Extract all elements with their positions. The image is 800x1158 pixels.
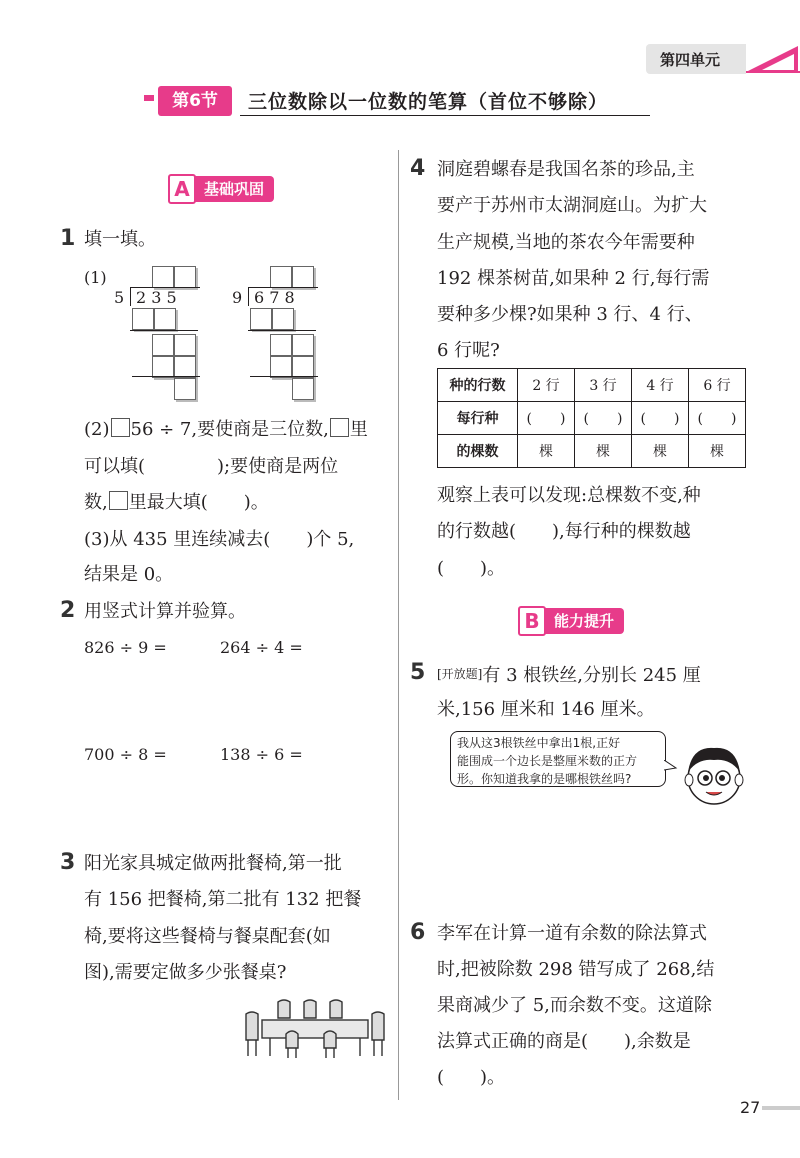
page-number-bar <box>762 1106 800 1110</box>
answer-box[interactable] <box>132 308 154 330</box>
q3-line4: 图),需要定做多少张餐桌? <box>84 962 287 983</box>
answer-box[interactable] <box>152 266 174 288</box>
section-a-badge <box>168 174 288 202</box>
q6-line1: 李军在计算一道有余数的除法算式 <box>437 923 707 944</box>
answer-box[interactable] <box>152 334 174 356</box>
section-b-badge <box>518 606 638 634</box>
answer-box[interactable] <box>292 266 314 288</box>
q1-part2-line2: 可以填( );要使商是两位 <box>84 456 339 477</box>
q3-line1: 阳光家具城定做两批餐椅,第一批 <box>84 853 342 874</box>
q4-observe-line1: 观察上表可以发现:总棵数不变,种 <box>437 485 701 506</box>
speech-line: 能围成一个边长是整厘米数的正方 <box>457 754 638 768</box>
blank-square[interactable] <box>109 491 128 510</box>
speech-bubble <box>450 731 666 787</box>
answer-box[interactable] <box>272 308 294 330</box>
q1-part1-label: (1) <box>84 268 107 287</box>
speech-tail <box>664 760 678 774</box>
q4-line6: 6 行呢? <box>437 340 500 361</box>
q1-part2-text: 里最大填( )。 <box>128 492 269 513</box>
col-header: 6 行 <box>689 369 746 402</box>
q1-part2-line1 <box>84 418 368 442</box>
q6-line2: 时,把被除数 298 错写成了 268,结 <box>437 959 715 980</box>
q6-line5: ( )。 <box>437 1067 506 1088</box>
section-a-letter: A <box>168 174 196 204</box>
table-row <box>438 402 746 435</box>
answer-box[interactable] <box>292 378 314 400</box>
unit-cell: 棵 <box>689 435 746 468</box>
col-header: 2 行 <box>518 369 575 402</box>
unit-cell: 棵 <box>575 435 632 468</box>
answer-box[interactable] <box>174 334 196 356</box>
unit-label: 第四单元 <box>660 51 721 69</box>
column-divider <box>398 150 399 1100</box>
answer-blank[interactable]: ( ) <box>518 402 575 435</box>
open-question-tag: [开放题] <box>437 667 483 681</box>
answer-box[interactable] <box>292 356 314 378</box>
q4-number: 4 <box>410 156 426 181</box>
q5-number: 5 <box>410 660 426 685</box>
q2-expr-3: 700 ÷ 8 = <box>84 745 167 764</box>
q2-title: 用竖式计算并验算。 <box>84 601 246 622</box>
q5-line1 <box>437 662 701 688</box>
answer-box[interactable] <box>270 266 292 288</box>
answer-blank[interactable]: ( ) <box>575 402 632 435</box>
unit-cell: 棵 <box>632 435 689 468</box>
answer-box[interactable] <box>154 308 176 330</box>
divisor: 5 <box>114 288 125 307</box>
section-title <box>140 84 660 118</box>
answer-blank[interactable]: ( ) <box>689 402 746 435</box>
q5-line2: 米,156 厘米和 146 厘米。 <box>437 699 655 720</box>
q1-part3-line1: (3)从 435 里连续减去( )个 5, <box>84 529 355 550</box>
q2-expr-4: 138 ÷ 6 = <box>220 745 303 764</box>
q1-part2-label: (2) <box>84 419 110 440</box>
answer-box[interactable] <box>270 334 292 356</box>
tree-planting-table <box>437 368 746 468</box>
col-header: 3 行 <box>575 369 632 402</box>
section-tab: 第6节 <box>158 86 232 116</box>
table-chairs-illustration <box>240 996 390 1060</box>
q6-line4: 法算式正确的商是( ),余数是 <box>437 1031 691 1052</box>
q4-line4: 192 棵茶树苗,如果种 2 行,每行需 <box>437 268 710 289</box>
q1-title: 填一填。 <box>84 229 156 250</box>
q5-text: 有 3 根铁丝,分别长 245 厘 <box>482 665 701 686</box>
unit-tag <box>646 44 800 74</box>
long-division-1 <box>110 262 210 402</box>
row-header: 种的行数 <box>438 369 518 402</box>
q3-line3: 椅,要将这些餐椅与餐桌配套(如 <box>84 926 331 947</box>
q1-part2-text: 数, <box>84 492 108 513</box>
q4-line3: 生产规模,当地的茶农今年需要种 <box>437 232 695 253</box>
row-header: 的棵数 <box>438 435 518 468</box>
q3-line2: 有 156 把餐椅,第二批有 132 把餐 <box>84 889 362 910</box>
q4-line1: 洞庭碧螺春是我国名茶的珍品,主 <box>437 159 695 180</box>
page-title: 三位数除以一位数的笔算（首位不够除） <box>248 91 609 113</box>
answer-box[interactable] <box>250 308 272 330</box>
blank-square[interactable] <box>111 418 130 437</box>
divisor: 9 <box>232 288 243 307</box>
col-header: 4 行 <box>632 369 689 402</box>
speech-line: 形。你知道我拿的是哪根铁丝吗? <box>457 772 632 786</box>
table-row <box>438 369 746 402</box>
q1-part2-line3 <box>84 491 269 515</box>
section-b-label: 能力提升 <box>544 608 624 634</box>
q1-part2-text: 56 ÷ 7,要使商是三位数, <box>130 419 329 440</box>
answer-box[interactable] <box>292 334 314 356</box>
boy-face-icon <box>680 740 748 810</box>
q2-expr-1: 826 ÷ 9 = <box>84 638 167 657</box>
answer-box[interactable] <box>174 266 196 288</box>
speech-line: 我从这3根铁丝中拿出1根,正好 <box>457 736 621 750</box>
q1-part2-text: 里 <box>349 419 368 440</box>
answer-blank[interactable]: ( ) <box>632 402 689 435</box>
triangle-ruler-icon <box>742 44 800 74</box>
row-header: 每行种 <box>438 402 518 435</box>
q4-observe-line2: 的行数越( ),每行种的棵数越 <box>437 521 691 542</box>
q1-part3-line2: 结果是 0。 <box>84 564 174 585</box>
q4-observe-line3: ( )。 <box>437 558 506 579</box>
q4-line5: 要种多少棵?如果种 3 行、4 行、 <box>437 304 703 325</box>
q1-number: 1 <box>60 226 76 251</box>
q2-expr-2: 264 ÷ 4 = <box>220 638 303 657</box>
q6-line3: 果商减少了 5,而余数不变。这道除 <box>437 995 712 1016</box>
dividend: 2 3 5 <box>136 288 177 307</box>
answer-box[interactable] <box>152 356 174 378</box>
section-a-label: 基础巩固 <box>194 176 274 202</box>
answer-box[interactable] <box>270 356 292 378</box>
q4-line2: 要产于苏州市太湖洞庭山。为扩大 <box>437 195 707 216</box>
q6-number: 6 <box>410 920 426 945</box>
section-b-letter: B <box>518 606 546 636</box>
answer-box[interactable] <box>174 356 196 378</box>
dividend: 6 7 8 <box>254 288 295 307</box>
answer-box[interactable] <box>174 378 196 400</box>
blank-square[interactable] <box>330 418 349 437</box>
long-division-2 <box>228 262 328 402</box>
table-row <box>438 435 746 468</box>
q2-number: 2 <box>60 598 76 623</box>
unit-cell: 棵 <box>518 435 575 468</box>
page-number: 27 <box>740 1098 761 1117</box>
q3-number: 3 <box>60 850 76 875</box>
